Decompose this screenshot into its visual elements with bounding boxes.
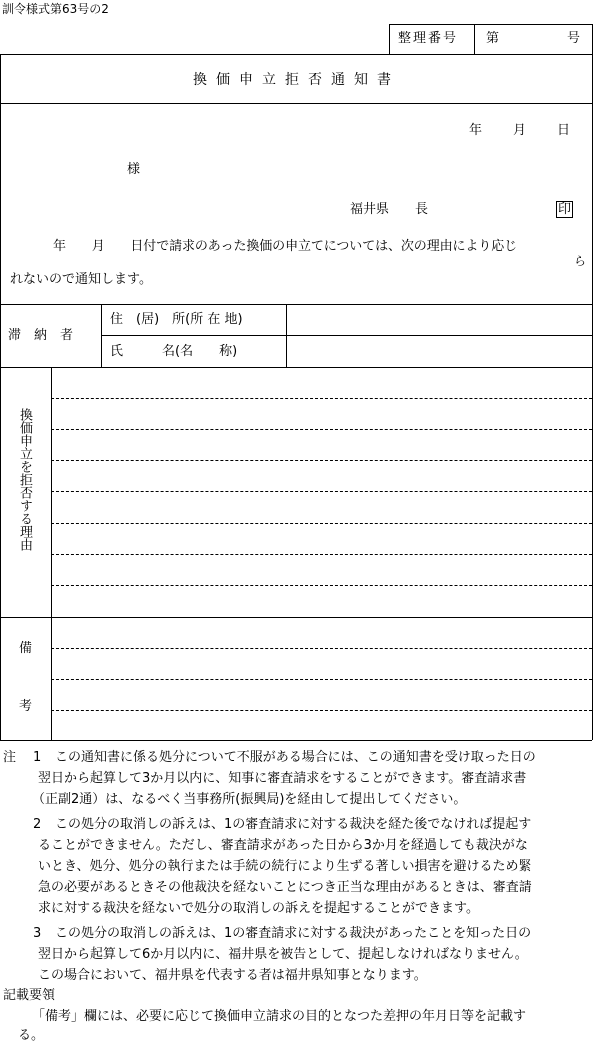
seal-mark: 印	[558, 202, 572, 217]
remarks-label-1: 備	[19, 641, 33, 656]
note-2-line-4: 急の必要があるときその他裁決を経ないことにつき正当な理由があるときは、審査請	[38, 880, 532, 895]
note-3-number: 3	[33, 926, 42, 941]
note-3-line-2: 翌日から起算して6か月以内に、福井県を被告として、提起しなければなりません。	[38, 947, 528, 962]
note-2-line-3: いとき、処分、処分の執行または手続の続行により生ずる著しい損害を避けるため緊	[38, 859, 532, 874]
seiri-label: 整理番号	[398, 31, 459, 46]
taxpayer-address-label: 住 (居) 所(所 在 地)	[110, 312, 243, 327]
kisai-line-1: 「備考」欄には、必要に応じて換価申立請求の目的となつた差押の年月日等を記載す	[32, 1009, 527, 1024]
body-line-1: 年 月 日付で請求のあった換価の申立てについては、次の理由により応じ	[53, 239, 518, 254]
date-year: 年	[469, 123, 483, 138]
note-1-number: 1	[33, 750, 42, 765]
note-2-line-5: 求に対する裁決を経ないで処分の取消しの訴えを提起することができます。	[38, 901, 479, 916]
addressee-suffix: 様	[127, 162, 141, 177]
date-month: 月	[513, 123, 527, 138]
reason-label: 換価申立を拒否する理由	[17, 408, 32, 551]
note-1-line-3: （正副2通）は、なるべく当事務所(振興局)を経由して提出してください。	[32, 792, 467, 807]
note-1-line-2: 翌日から起算して3か月以内に、知事に審査請求をすることができます。審査請求書	[38, 771, 527, 786]
notes-prefix: 注	[3, 750, 17, 765]
seiri-go: 号	[567, 31, 581, 46]
note-1-line-1: この通知書に係る処分について不服がある場合には、この通知書を受け取った日の	[55, 750, 536, 765]
seiri-dai: 第	[486, 31, 500, 46]
note-2-number: 2	[33, 817, 42, 832]
body-line-1-tail: ら	[574, 254, 587, 268]
form-id: 訓令様式第63号の2	[2, 2, 109, 16]
date-day: 日	[557, 123, 571, 138]
note-2-line-2: ることができません。ただし、審査請求があった日から3か月を経過しても裁決がな	[38, 838, 528, 853]
note-2-line-1: この処分の取消しの訴えは、1の審査請求に対する裁決を経た後でなければ提起す	[55, 817, 532, 832]
remarks-label-2: 考	[19, 699, 33, 714]
body-line-2: れないので通知します。	[10, 272, 152, 287]
document-title: 換価申立拒否通知書	[193, 72, 400, 88]
note-3-line-1: この処分の取消しの訴えは、1の審査請求に対する裁決があったことを知った日の	[55, 926, 532, 941]
kisai-line-2: る。	[18, 1028, 45, 1043]
taxpayer-name-label: 氏 名(名 称)	[110, 344, 238, 359]
kisai-heading: 記載要領	[3, 988, 56, 1003]
note-3-line-3: この場合において、福井県を代表する者は福井県知事となります。	[38, 968, 427, 983]
issuer: 福井県 長	[350, 202, 429, 217]
taxpayer-label: 滞 納 者	[8, 328, 74, 343]
